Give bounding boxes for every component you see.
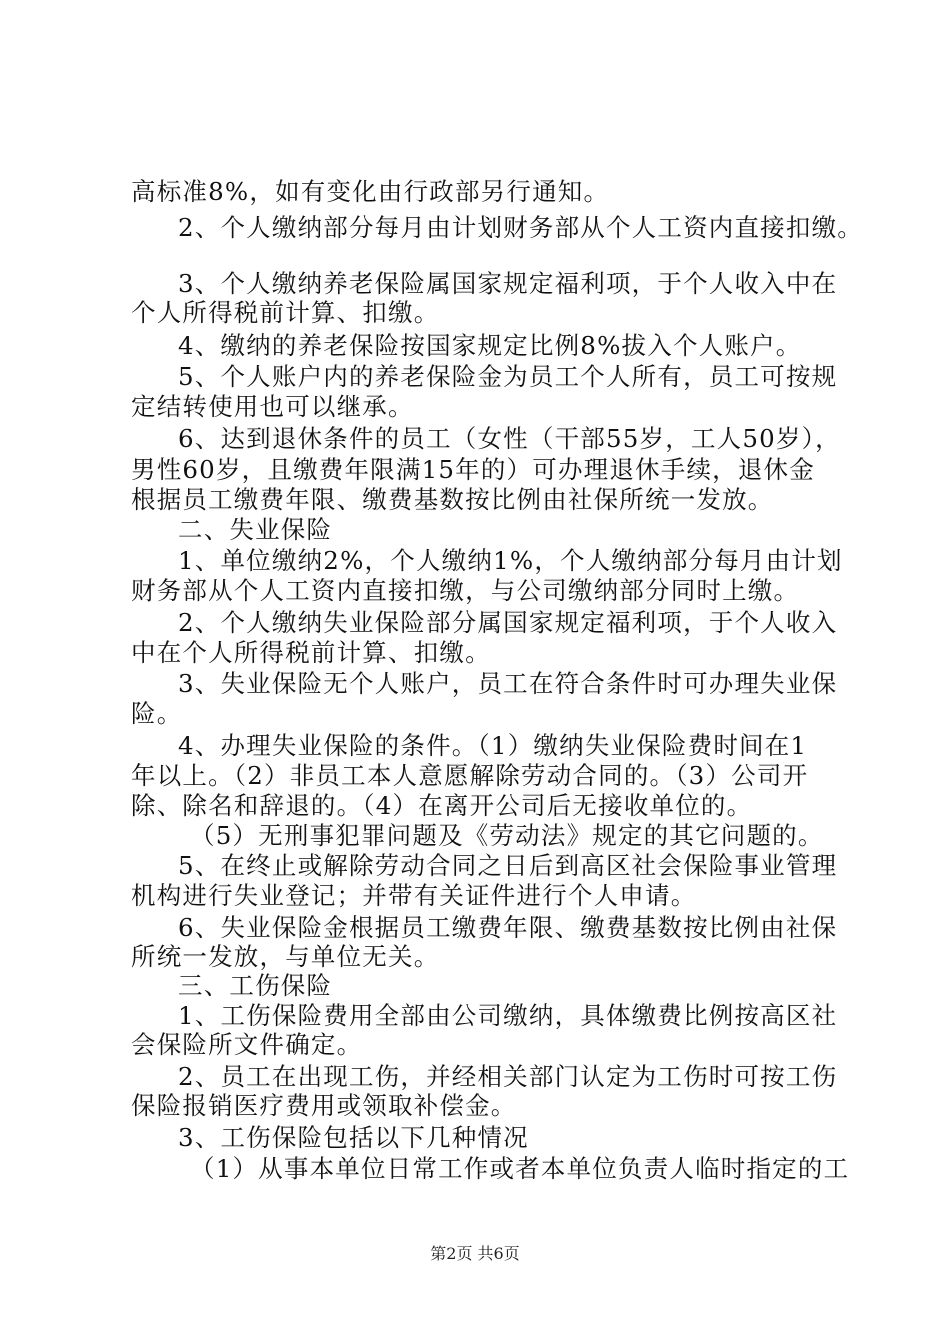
- text-line: 男性60岁，且缴费年限满15年的）可办理退休手续，退休金: [131, 455, 815, 484]
- text-line: 财务部从个人工资内直接扣缴，与公司缴纳部分同时上缴。: [131, 576, 800, 605]
- text-line: 保险报销医疗费用或领取补偿金。: [131, 1091, 517, 1120]
- text-line: 6、失业保险金根据员工缴费年限、缴费基数按比例由社保: [178, 913, 838, 942]
- text-line: 5、在终止或解除劳动合同之日后到高区社会保险事业管理: [178, 851, 838, 880]
- text-line: 高标准8%，如有变化由行政部另行通知。: [131, 177, 610, 206]
- text-line: 4、办理失业保险的条件。（1）缴纳失业保险费时间在1: [178, 731, 808, 760]
- text-line: 除、除名和辞退的。（4）在离开公司后无接收单位的。: [131, 791, 753, 820]
- text-line: 3、个人缴纳养老保险属国家规定福利项，于个人收入中在: [178, 269, 838, 298]
- text-line: 5、个人账户内的养老保险金为员工个人所有，员工可按规: [178, 362, 838, 391]
- text-line: （5）无刑事犯罪问题及《劳动法》规定的其它问题的。: [190, 821, 824, 850]
- text-line: 所统一发放，与单位无关。: [131, 942, 440, 971]
- text-line: 2、员工在出现工伤，并经相关部门认定为工伤时可按工伤: [178, 1062, 838, 1091]
- text-line: 根据员工缴费年限、缴费基数按比例由社保所统一发放。: [131, 485, 774, 514]
- text-line: 年以上。（2）非员工本人意愿解除劳动合同的。（3）公司开: [131, 761, 809, 790]
- text-line: 会保险所文件确定。: [131, 1030, 363, 1059]
- text-line: 机构进行失业登记；并带有关证件进行个人申请。: [131, 881, 697, 910]
- section-heading: 二、失业保险: [178, 515, 333, 544]
- page-number: 第2页 共6页: [430, 1244, 520, 1263]
- text-line: 个人所得税前计算、扣缴。: [131, 298, 440, 327]
- text-line: 3、失业保险无个人账户，员工在符合条件时可办理失业保: [178, 669, 838, 698]
- text-line: 2、个人缴纳失业保险部分属国家规定福利项，于个人收入: [178, 608, 838, 637]
- text-line: 1、单位缴纳2%，个人缴纳1%，个人缴纳部分每月由计划: [178, 546, 843, 575]
- text-line: （1）从事本单位日常工作或者本单位负责人临时指定的工: [190, 1154, 850, 1183]
- text-line: 1、工伤保险费用全部由公司缴纳，具体缴费比例按高区社: [178, 1001, 838, 1030]
- text-line: 6、达到退休条件的员工（女性（干部55岁，工人50岁），: [178, 424, 841, 453]
- section-heading: 三、工伤保险: [178, 971, 333, 1000]
- text-line: 险。: [131, 699, 183, 728]
- text-line: 2、个人缴纳部分每月由计划财务部从个人工资内直接扣缴。: [178, 213, 863, 242]
- text-line: 中在个人所得税前计算、扣缴。: [131, 638, 491, 667]
- text-line: 定结转使用也可以继承。: [131, 392, 414, 421]
- text-line: 3、工伤保险包括以下几种情况: [178, 1123, 529, 1152]
- text-line: 4、缴纳的养老保险按国家规定比例8%拔入个人账户。: [178, 331, 802, 360]
